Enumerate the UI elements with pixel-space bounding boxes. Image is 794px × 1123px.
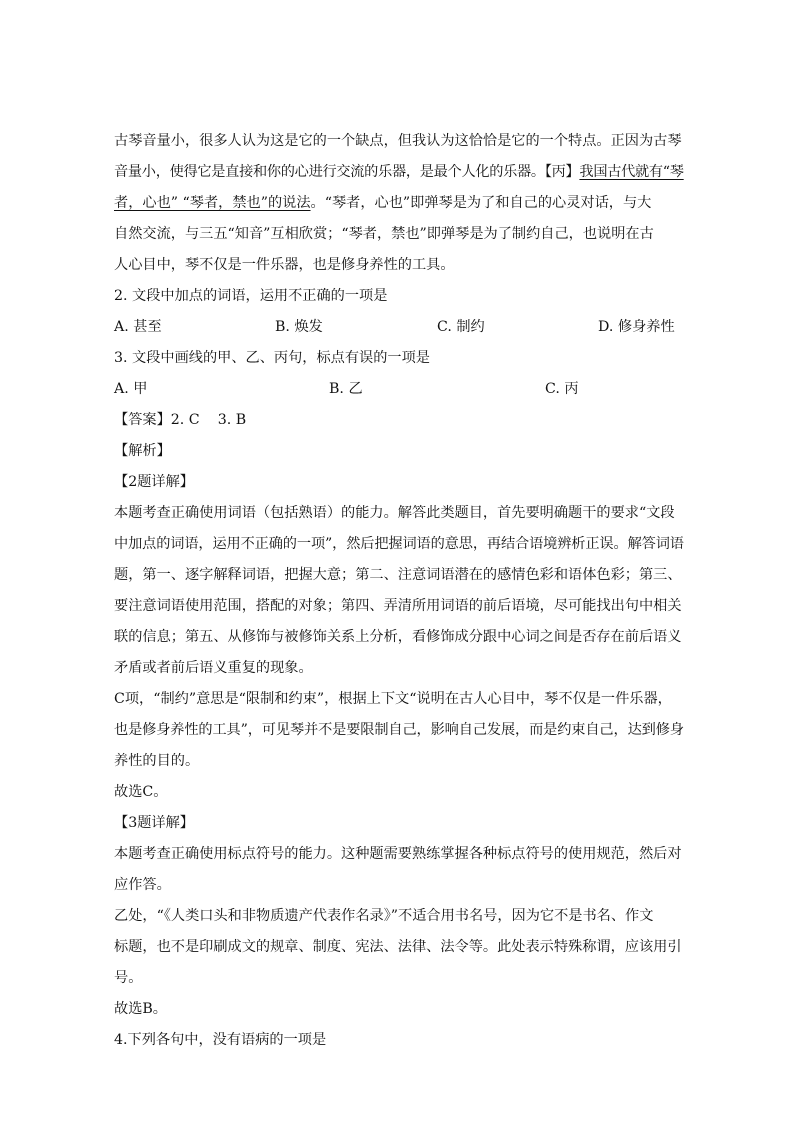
analysis-label: 【解析】: [114, 443, 171, 459]
answer-line: 【答案】2. C 3. B: [114, 412, 247, 428]
q2-detail-line: 题，第一、逐字解释词语，把握大意；第二、注意词语潜在的感情色彩和语体色彩；第三、: [114, 567, 682, 583]
q2-option-c: C. 制约: [437, 319, 485, 335]
question-3-stem: 3. 文段中画线的甲、乙、丙句，标点有误的一项是: [114, 350, 430, 366]
q2-option-d: D. 修身养性: [598, 319, 675, 335]
q3-option-c: C. 丙: [545, 381, 579, 397]
q2-detail-line: C项，“制约”意思是“限制和约束”，根据上下文“说明在古人心目中，琴不仅是一件乐器，: [114, 691, 672, 707]
q2-detail-line: 矛盾或者前后语义重复的现象。: [114, 660, 313, 676]
question-4-stem: 4.下列各句中，没有语病的一项是: [114, 1032, 327, 1048]
passage-line-4: 自然交流，与三五“知音”互相欣赏；“琴者，禁也”即弹琴是为了制约自己，也说明在古: [114, 226, 654, 242]
q3-option-a: A. 甲: [114, 381, 148, 397]
passage-line-2-text: 音量小，使得它是直接和你的心进行交流的乐器，是最个人化的乐器。【丙】: [114, 164, 580, 180]
q2-detail-line: 要注意词语使用范围，搭配的对象；第四、弄清所用词语的前后语境，尽可能找出句中相关: [114, 598, 682, 614]
q3-detail-line: 应作答。: [114, 877, 171, 893]
underlined-sentence-bing-cont: 者，心也” “琴者，禁也”的说法: [114, 195, 311, 211]
q2-option-b: B. 焕发: [275, 319, 323, 335]
passage-line-2: [114, 162, 684, 182]
q3-option-b: B. 乙: [329, 381, 363, 397]
q3-detail-line: 标题，也不是印刷成文的规章、制度、宪法、法律、法令等。此处表示特殊称谓，应该用引: [114, 939, 682, 955]
underlined-sentence-bing: 我国古代就有“琴: [579, 164, 684, 180]
q2-option-a: A. 甚至: [114, 319, 162, 335]
q3-detail-line: 本题考查正确使用标点符号的能力。这种题需要熟练掌握各种标点符号的使用规范，然后对: [114, 846, 682, 862]
passage-line-5: 人心目中，琴不仅是一件乐器，也是修身养性的工具。: [114, 257, 455, 273]
passage-line-1: 古琴音量小，很多人认为这是它的一个缺点，但我认为这恰恰是它的一个特点。正因为古琴: [114, 133, 682, 149]
passage-line-3-text: 。“琴者，心也”即弹琴是为了和自己的心灵对话，与大: [310, 195, 652, 211]
q2-detail-line: 也是修身养性的工具”，可见琴并不是要限制自己，影响自己发展，而是约束自己，达到修身: [114, 722, 684, 738]
q2-detail-heading: 【2题详解】: [114, 474, 194, 490]
passage-line-3: [114, 193, 684, 213]
q3-detail-line: 号。: [114, 970, 143, 986]
q2-detail-line: 本题考查正确使用词语（包括熟语）的能力。解答此类题目，首先要明确题干的要求“文段: [114, 505, 675, 521]
q3-detail-heading: 【3题详解】: [114, 815, 194, 831]
q2-conclusion: 故选C。: [114, 784, 168, 800]
q2-detail-line: 中加点的词语，运用不正确的一项”，然后把握词语的意思，再结合语境辨析正误。解答词语: [114, 536, 684, 552]
q2-detail-line: 联的信息；第五、从修饰与被修饰关系上分析，看修饰成分跟中心词之间是否存在前后语义: [114, 629, 682, 645]
q3-conclusion: 故选B。: [114, 1001, 167, 1017]
q2-detail-line: 养性的目的。: [114, 753, 200, 769]
q3-detail-line: 乙处，“《人类口头和非物质遗产代表作名录》”不适合用书名号，因为它不是书名、作文: [114, 908, 654, 924]
question-2-stem: 2. 文段中加点的词语，运用不正确的一项是: [114, 288, 388, 304]
